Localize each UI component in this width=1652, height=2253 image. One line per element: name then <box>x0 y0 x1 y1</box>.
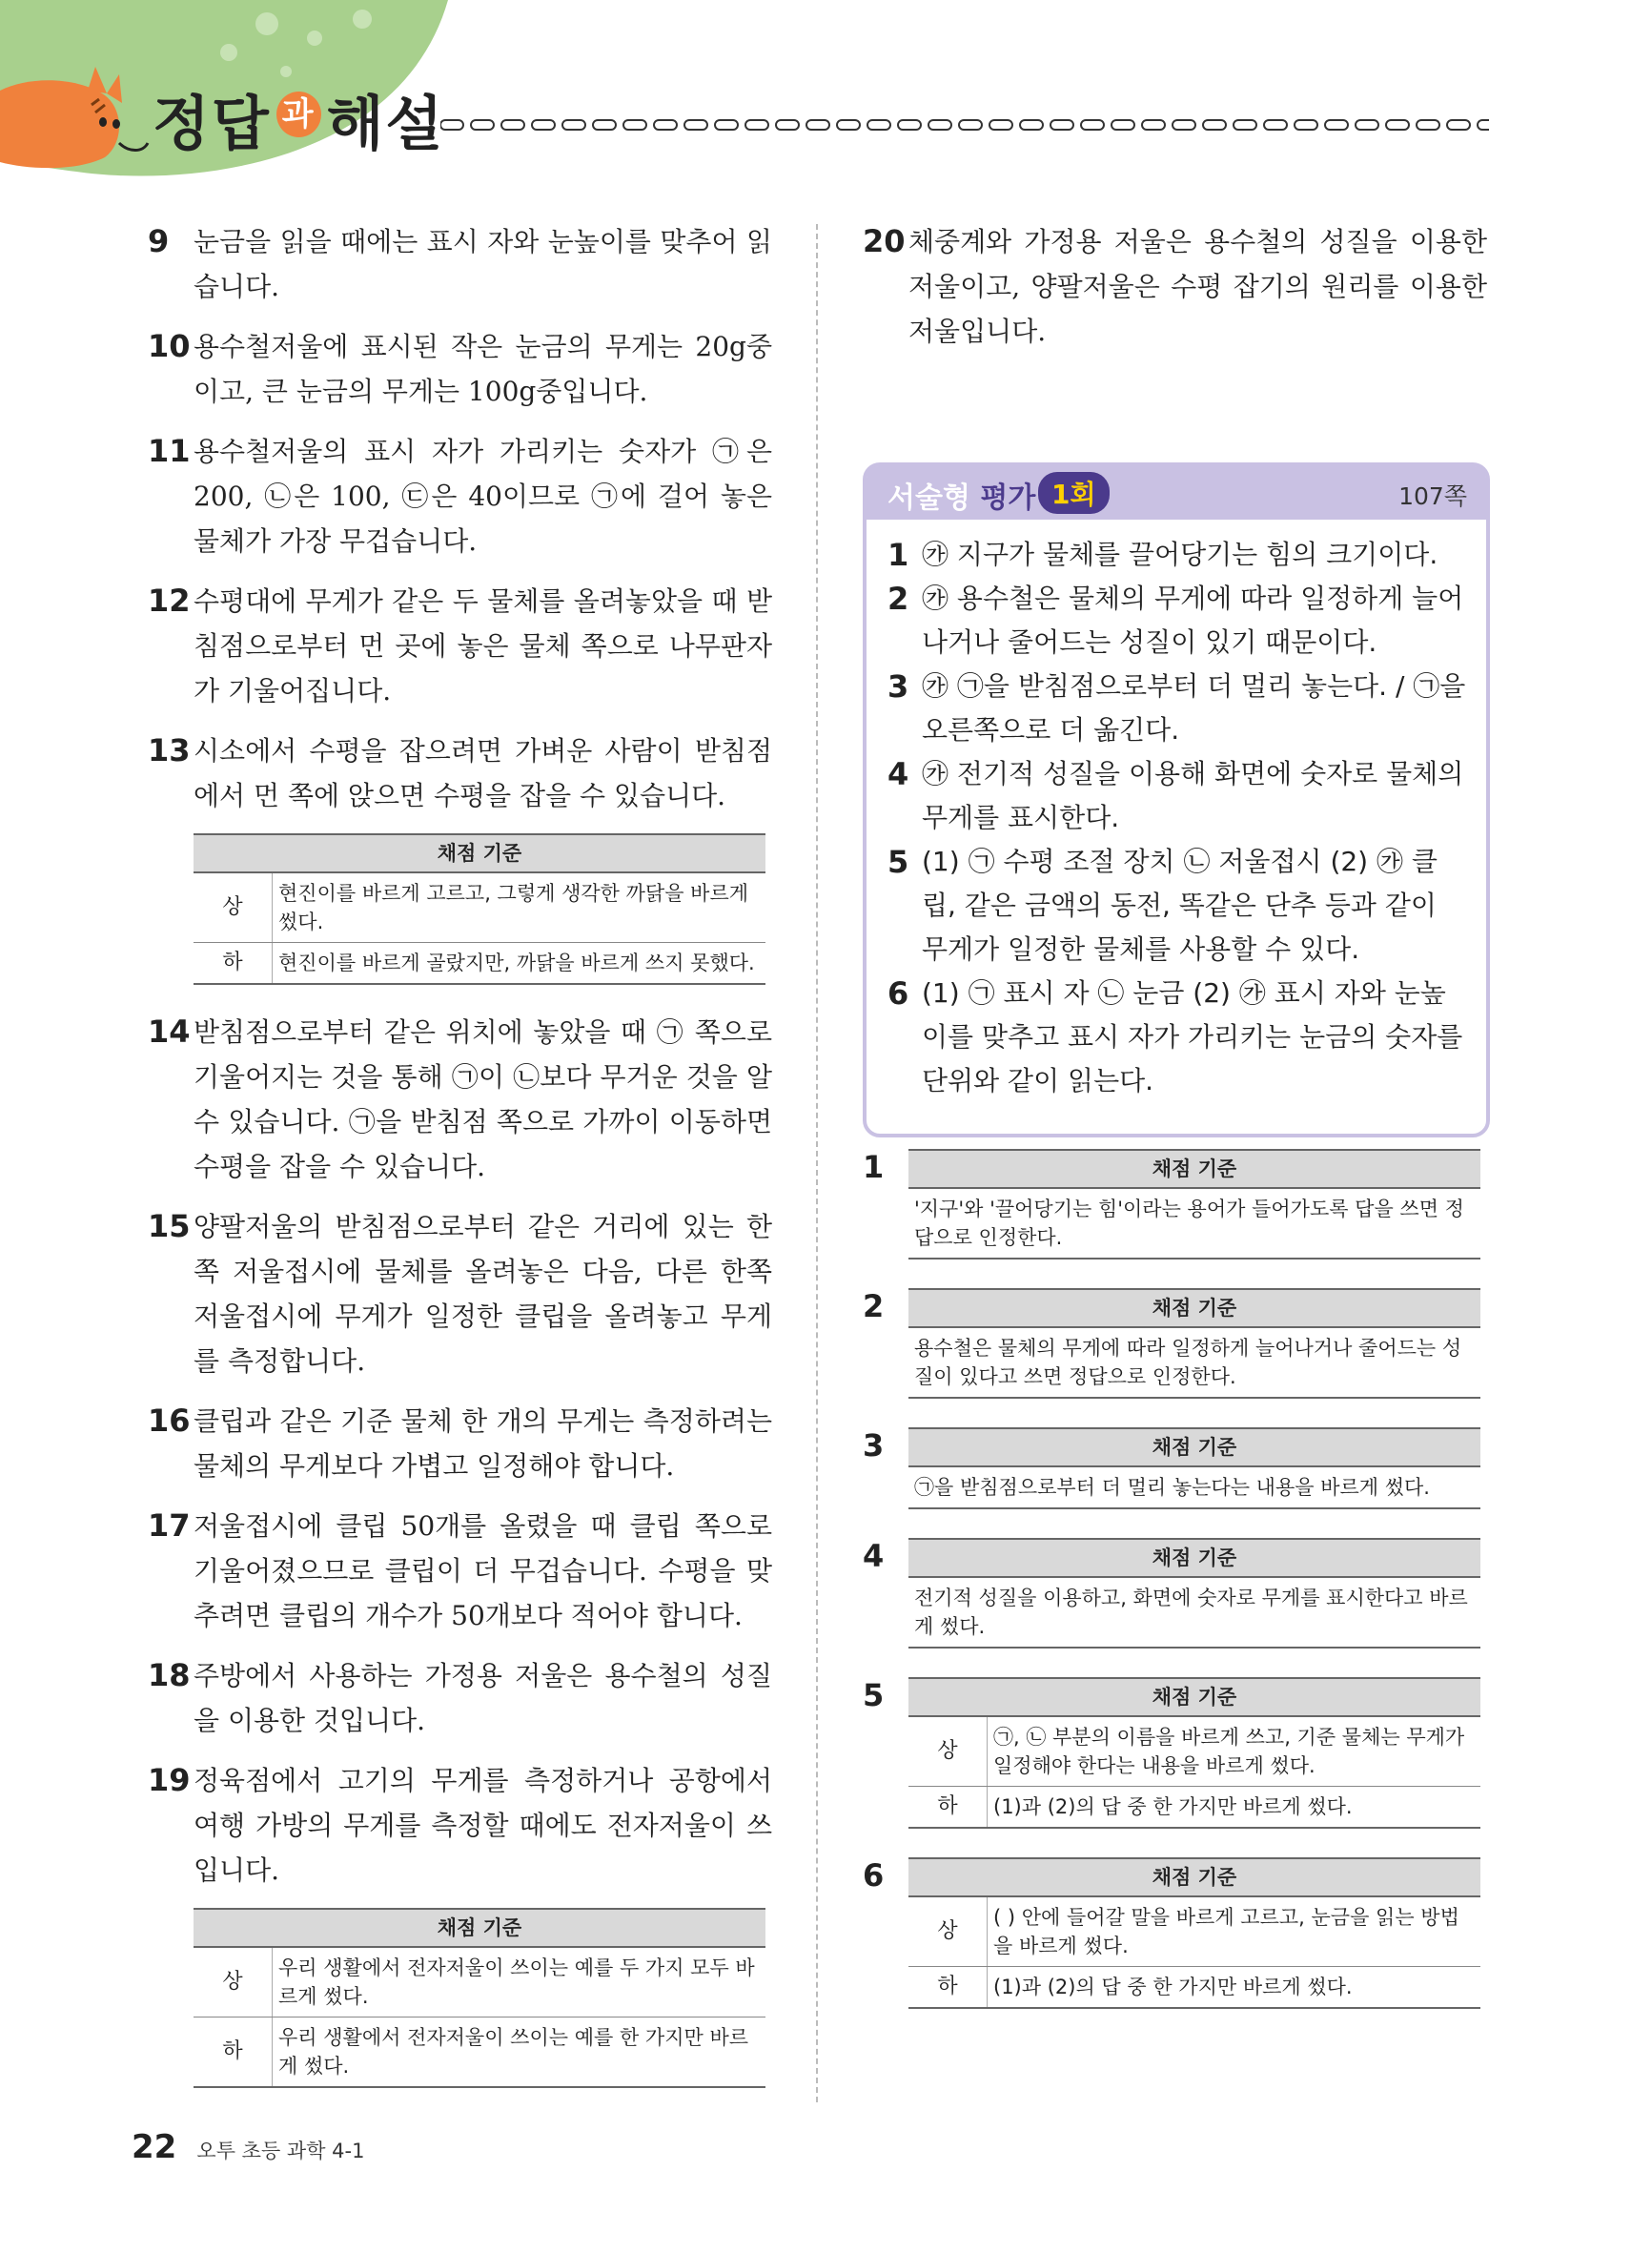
answer-item-12 <box>148 579 772 713</box>
grading-level: 하 <box>908 1787 988 1829</box>
item-number: 17 <box>148 1507 191 1544</box>
answer-item-13 <box>148 728 772 818</box>
essay-answer-number: 5 <box>887 844 909 880</box>
rubric-6 <box>863 1857 1487 2009</box>
essay-answer-3 <box>887 665 1469 752</box>
rubric-header: 채점 기준 <box>908 1289 1480 1327</box>
grading-table-header: 채점 기준 <box>194 834 765 872</box>
grading-table <box>908 1677 1480 1829</box>
rubric-table <box>908 1149 1480 1260</box>
essay-answer-4 <box>887 752 1469 840</box>
essay-answer-text: (1) ㉠ 수평 조절 장치 ㉡ 저울접시 (2) ㉮ 클립, 같은 금액의 동전, 똑같은 단추 등과 같이 무게가 일정한 물체를 사용할 수 있다. <box>922 846 1438 965</box>
rubric-5 <box>863 1677 1487 1829</box>
item-number: 11 <box>148 433 191 469</box>
item-number: 13 <box>148 732 191 768</box>
essay-answer-1 <box>887 533 1469 577</box>
rubric-table <box>908 1427 1480 1509</box>
item-text: 받침점으로부터 같은 위치에 놓았을 때 ㉠ 쪽으로 기울어지는 것을 통해 ㉠이 ㉡보다 무거운 것을 알 수 있습니다. ㉠을 받침점 쪽으로 가까이 이동하면 수평을 잡을 수 있습니다. <box>194 1016 772 1182</box>
item-number: 18 <box>148 1657 191 1693</box>
item-text: 클립과 같은 기준 물체 한 개의 무게는 측정하려는 물체의 무게보다 가볍고 일정해야 합니다. <box>194 1405 772 1482</box>
essay-answer-number: 3 <box>887 668 909 705</box>
page-footer <box>132 2128 364 2166</box>
item-number: 19 <box>148 1762 191 1798</box>
item-text: 눈금을 읽을 때에는 표시 자와 눈높이를 맞추어 읽습니다. <box>194 226 772 302</box>
grading-description: (1)과 (2)의 답 중 한 가지만 바르게 썼다. <box>988 1967 1481 2009</box>
rubric-description: 전기적 성질을 이용하고, 화면에 숫자로 무게를 표시한다고 바르게 썼다. <box>908 1577 1480 1648</box>
rubric-number: 4 <box>863 1538 885 1574</box>
header-dashed-line <box>440 118 1489 132</box>
grading-description: 현진이를 바르게 골랐지만, 까닭을 바르게 쓰지 못했다. <box>273 943 766 985</box>
rubric-number: 2 <box>863 1288 885 1324</box>
answer-item-14 <box>148 1010 772 1189</box>
essay-answer-text: ㉮ 지구가 물체를 끌어당기는 힘의 크기이다. <box>922 539 1438 570</box>
item-number: 14 <box>148 1014 191 1050</box>
item-number: 10 <box>148 328 191 364</box>
grading-table-header: 채점 기준 <box>194 1909 765 1947</box>
rubric-4 <box>863 1538 1487 1649</box>
essay-answers <box>867 520 1486 1103</box>
rubric-number: 5 <box>863 1677 885 1713</box>
item-text: 주방에서 사용하는 가정용 저울은 용수철의 성질을 이용한 것입니다. <box>194 1660 772 1736</box>
item-text: 정육점에서 고기의 무게를 측정하거나 공항에서 여행 가방의 무게를 측정할 때에도 전자저울이 쓰입니다. <box>194 1765 772 1886</box>
left-column <box>148 219 772 2113</box>
item-number: 12 <box>148 583 191 619</box>
rubric-description: 용수철은 물체의 무게에 따라 일정하게 늘어나거나 줄어드는 성질이 있다고 쓰면 정답으로 인정한다. <box>908 1327 1480 1398</box>
rubric-header: 채점 기준 <box>908 1150 1480 1188</box>
essay-answer-number: 6 <box>887 975 909 1012</box>
item-number: 9 <box>148 223 170 259</box>
answer-item-15 <box>148 1204 772 1383</box>
grading-description: 우리 생활에서 전자저울이 쓰이는 예를 한 가지만 바르게 썼다. <box>273 2017 766 2088</box>
rubric-1 <box>863 1149 1487 1260</box>
rubric-header: 채점 기준 <box>908 1539 1480 1577</box>
essay-evaluation-box <box>863 462 1490 1137</box>
grading-level: 상 <box>194 1947 273 2017</box>
page-header-title: 정답 $^과$ 해설 <box>153 89 445 158</box>
rubric-number: 6 <box>863 1857 885 1894</box>
answer-item-20: 20 체중계와 가정용 저울은 용수철의 성질을 이용한 저울이고, 양팔저울은 수평 잡기의 원리를 이용한 저울입니다. <box>863 223 1487 347</box>
rubric-3 <box>863 1427 1487 1509</box>
rubric-2 <box>863 1288 1487 1399</box>
item-text: 용수철저울에 표시된 작은 눈금의 무게는 20g중이고, 큰 눈금의 무게는 100g중입니다. <box>194 331 772 407</box>
grading-description: ㉠, ㉡ 부분의 이름을 바르게 쓰고, 기준 물체는 무게가 일정해야 한다는 내용을 바르게 썼다. <box>988 1716 1481 1787</box>
grading-description: 현진이를 바르게 고르고, 그렇게 생각한 까닭을 바르게 썼다. <box>273 872 766 943</box>
grading-table-header: 채점 기준 <box>908 1858 1480 1896</box>
item-text: 용수철저울의 표시 자가 가리키는 숫자가 ㉠은 200, ㉡은 100, ㉢은 40이므로 ㉠에 걸어 놓은 물체가 가장 무겁습니다. <box>194 436 772 557</box>
essay-answer-text: ㉮ 전기적 성질을 이용해 화면에 숫자로 물체의 무게를 표시한다. <box>922 758 1464 833</box>
grading-level: 상 <box>194 872 273 943</box>
rubric-number: 1 <box>863 1149 885 1185</box>
grading-description: 우리 생활에서 전자저울이 쓰이는 예를 두 가지 모두 바르게 썼다. <box>273 1947 766 2017</box>
answer-item-11 <box>148 429 772 563</box>
answer-item-16 <box>148 1399 772 1488</box>
grading-table <box>194 1908 765 2088</box>
essay-answer-5 <box>887 840 1469 972</box>
essay-answer-2 <box>887 577 1469 665</box>
item-text: 수평대에 무게가 같은 두 물체를 올려놓았을 때 받침점으로부터 먼 곳에 놓은 물체 쪽으로 나무판자가 기울어집니다. <box>194 585 772 707</box>
answer-item-19 <box>148 1758 772 1893</box>
grading-level: 상 <box>908 1716 988 1787</box>
grading-table <box>908 1857 1480 2009</box>
essay-page-ref: 107쪽 <box>1398 482 1467 510</box>
essay-answer-text: ㉮ ㉠을 받침점으로부터 더 멀리 놓는다. / ㉠을 오른쪽으로 더 옮긴다. <box>922 670 1466 746</box>
rubric-number: 3 <box>863 1427 885 1464</box>
essay-rubrics <box>863 1149 1487 2038</box>
answer-item-9 <box>148 219 772 309</box>
essay-header <box>867 466 1486 520</box>
item-number: 16 <box>148 1403 191 1439</box>
answer-item-10 <box>148 324 772 414</box>
column-divider <box>816 224 818 2102</box>
grading-table <box>194 833 765 985</box>
item-number: 15 <box>148 1208 191 1244</box>
page-number: 22 <box>132 2128 177 2166</box>
grading-level: 상 <box>908 1896 988 1967</box>
item-text: 시소에서 수평을 잡으려면 가벼운 사람이 받침점에서 먼 쪽에 앉으면 수평을 잡을 수 있습니다. <box>194 735 772 811</box>
answer-item-18 <box>148 1653 772 1743</box>
grading-description: (1)과 (2)의 답 중 한 가지만 바르게 썼다. <box>988 1787 1481 1829</box>
essay-answer-text: ㉮ 용수철은 물체의 무게에 따라 일정하게 늘어나거나 줄어드는 성질이 있기 때문이다. <box>922 583 1464 658</box>
item-text: 저울접시에 클립 50개를 올렸을 때 클립 쪽으로 기울어졌으므로 클립이 더 무겁습니다. 수평을 맞추려면 클립의 개수가 50개보다 적어야 합니다. <box>194 1510 772 1631</box>
book-title: 오투 초등 과학 4-1 <box>196 2140 365 2162</box>
essay-answer-text: (1) ㉠ 표시 자 ㉡ 눈금 (2) ㉮ 표시 자와 눈높이를 맞추고 표시 자가 가리키는 눈금의 숫자를 단위와 같이 읽는다. <box>922 977 1463 1096</box>
rubric-table <box>908 1288 1480 1399</box>
grading-table-header: 채점 기준 <box>908 1678 1480 1716</box>
essay-round-badge: 1회 <box>1038 472 1110 514</box>
rubric-table <box>908 1538 1480 1649</box>
rubric-description: ㉠을 받침점으로부터 더 멀리 놓는다는 내용을 바르게 썼다. <box>908 1466 1480 1508</box>
rubric-header: 채점 기준 <box>908 1428 1480 1466</box>
essay-answer-6 <box>887 972 1469 1103</box>
grading-level: 하 <box>908 1967 988 2009</box>
grading-level: 하 <box>194 2017 273 2088</box>
essay-answer-number: 4 <box>887 756 909 792</box>
grading-description: ( ) 안에 들어갈 말을 바르게 고르고, 눈금을 읽는 방법을 바르게 썼다. <box>988 1896 1481 1967</box>
essay-answer-number: 1 <box>887 537 909 573</box>
essay-answer-number: 2 <box>887 581 909 617</box>
right-column <box>863 219 1487 369</box>
grading-level: 하 <box>194 943 273 985</box>
answer-item-17 <box>148 1504 772 1638</box>
rubric-description: '지구'와 '끌어당기는 힘'이라는 용어가 들어가도록 답을 쓰면 정답으로 인정한다. <box>908 1188 1480 1259</box>
item-text: 양팔저울의 받침점으로부터 같은 거리에 있는 한쪽 저울접시에 물체를 올려놓은 다음, 다른 한쪽 저울접시에 무게가 일정한 클립을 올려놓고 무게를 측정합니다. <box>194 1211 772 1377</box>
essay-title: 서술형 평가 <box>887 481 1036 515</box>
